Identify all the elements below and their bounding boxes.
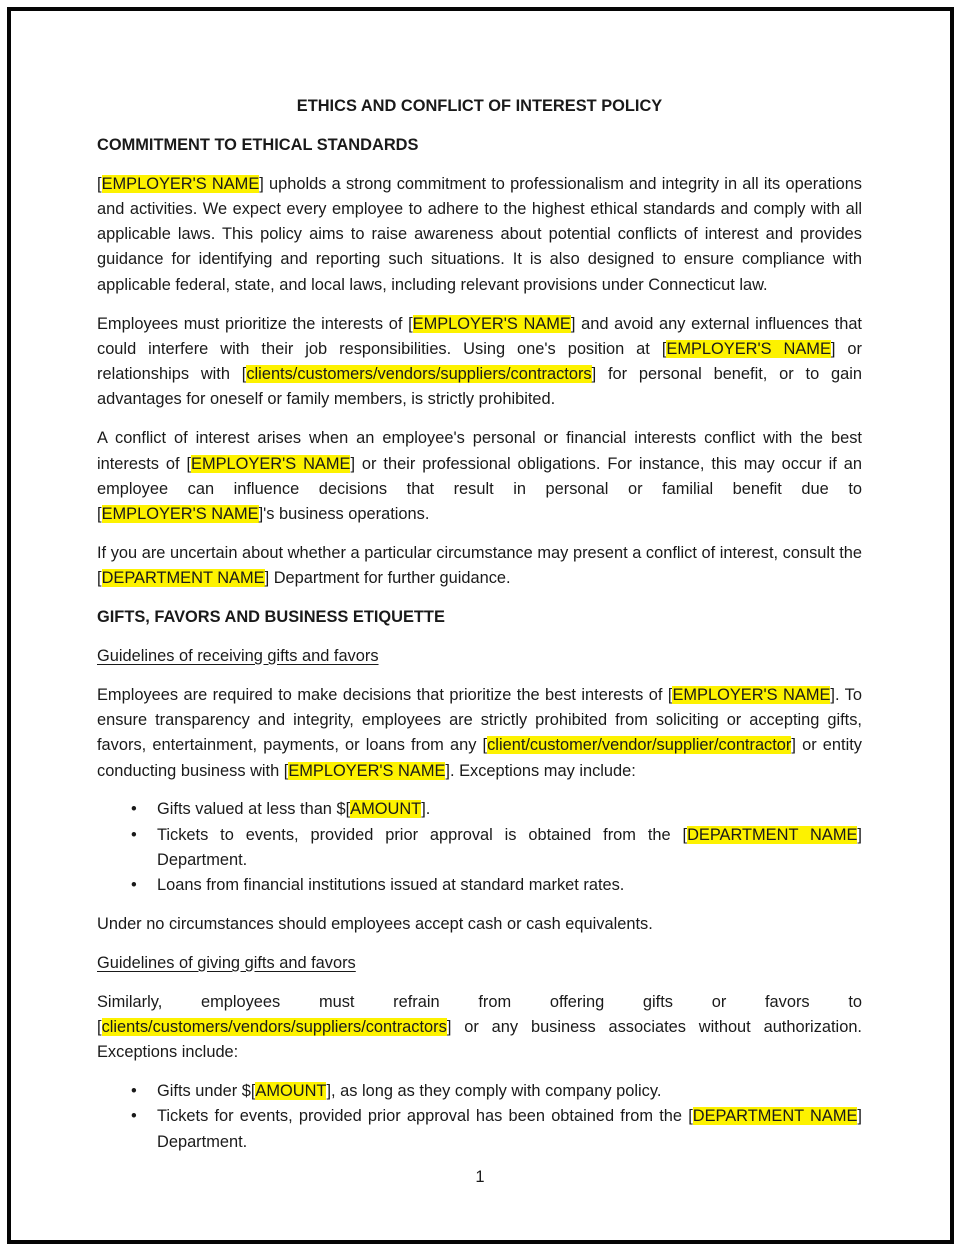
text-segment: Loans from financial institutions issued at standard market rates. xyxy=(157,876,625,895)
placeholder-highlight: DEPARTMENT NAME xyxy=(101,569,265,588)
text-segment: ]. To ensure transparency and integrity, employees are strictly prohibited from soliciting or accepting gifts, favors, entertainment, payments, or loans from any [ xyxy=(97,685,862,755)
document-body xyxy=(97,0,862,1168)
para-prioritize-interests xyxy=(97,312,862,413)
placeholder-highlight: EMPLOYER'S NAME xyxy=(288,761,446,780)
bullet-item xyxy=(97,873,862,898)
text-segment: ] or any business associates without authorization. Exceptions include: xyxy=(97,1017,862,1062)
text-segment: Tickets to events, provided prior approval is obtained from the [ xyxy=(157,825,688,844)
placeholder-highlight: DEPARTMENT NAME xyxy=(692,1107,858,1126)
list-receiving-exceptions xyxy=(97,797,862,898)
placeholder-highlight: EMPLOYER'S NAME xyxy=(412,314,571,333)
section-heading-ethical-standards: COMMITMENT TO ETHICAL STANDARDS xyxy=(97,135,419,154)
text-segment: Employees are required to make decisions that prioritize the best interests of [ xyxy=(97,685,673,704)
placeholder-highlight: clients/customers/vendors/suppliers/contractors xyxy=(246,365,592,384)
bullet-item xyxy=(97,823,862,874)
para-uncertainty-guidance xyxy=(97,541,862,592)
page-number: 1 xyxy=(475,1168,485,1186)
text-segment: ] Department. xyxy=(157,1107,862,1151)
text-segment: Under no circumstances should employees accept cash or cash equivalents. xyxy=(97,915,653,934)
placeholder-highlight: AMOUNT xyxy=(350,800,422,819)
placeholder-highlight: EMPLOYER'S NAME xyxy=(666,339,831,358)
placeholder-highlight: DEPARTMENT NAME xyxy=(687,825,858,844)
placeholder-highlight: clients/customers/vendors/suppliers/contractors xyxy=(101,1017,447,1036)
text-segment: ] or relationships with [ xyxy=(97,339,862,384)
subheading-giving-gifts: Guidelines of giving gifts and favors xyxy=(97,953,356,972)
text-segment: ], as long as they comply with company policy. xyxy=(326,1082,662,1100)
text-segment: Employees must prioritize the interests of [ xyxy=(97,314,413,333)
para-conflict-definition xyxy=(97,426,862,527)
subheading-receiving-gifts: Guidelines of receiving gifts and favors xyxy=(97,646,379,665)
text-segment: Similarly, employees must refrain from offering gifts or favors to [ xyxy=(97,992,862,1036)
placeholder-highlight: EMPLOYER'S NAME xyxy=(672,685,831,704)
text-segment: ] or entity conducting business with [ xyxy=(97,736,862,780)
document-title: ETHICS AND CONFLICT OF INTEREST POLICY xyxy=(296,97,663,115)
text-segment: ]. xyxy=(421,800,431,819)
placeholder-highlight: client/customer/vendor/supplier/contractor xyxy=(487,736,792,755)
placeholder-highlight: EMPLOYER'S NAME xyxy=(101,505,259,524)
text-segment: ]. Exceptions may include: xyxy=(445,761,636,780)
para-commitment-intro xyxy=(97,172,862,298)
bullet-item xyxy=(97,1104,862,1155)
text-segment: Tickets for events, provided prior approval has been obtained from the [ xyxy=(157,1107,693,1126)
text-segment: ] for personal benefit, or to gain advantages for oneself or family members, is strictly prohibited. xyxy=(97,365,862,409)
text-segment: If you are uncertain about whether a particular circumstance may present a conflict of interest, consult the [ xyxy=(97,543,862,588)
text-segment: Gifts under $[ xyxy=(157,1082,256,1100)
para-giving-gifts xyxy=(97,990,862,1066)
list-giving-exceptions xyxy=(97,1079,862,1155)
section-heading-gifts-favors: GIFTS, FAVORS AND BUSINESS ETIQUETTE xyxy=(97,608,445,627)
para-receiving-gifts xyxy=(97,683,862,784)
bullet-item xyxy=(97,797,862,822)
text-segment: ] and avoid any external influences that could interfere with their job responsibilities. Using one's position at [ xyxy=(97,314,862,358)
text-segment: ]'s business operations. xyxy=(258,505,430,524)
para-no-cash xyxy=(97,912,862,937)
text-segment: Gifts valued at less than $[ xyxy=(157,800,351,819)
text-segment: ] Department for further guidance. xyxy=(264,569,511,588)
text-segment: ] Department. xyxy=(157,825,862,869)
text-segment: ] or their professional obligations. For instance, this may occur if an employee can influence decisions that result in personal or familial benefit due to [ xyxy=(97,454,863,524)
placeholder-highlight: EMPLOYER'S NAME xyxy=(101,174,260,193)
text-segment: A conflict of interest arises when an employee's personal or financial interests conflict with the best interests of [ xyxy=(97,429,862,473)
text-segment: [ xyxy=(97,174,102,193)
placeholder-highlight: AMOUNT xyxy=(255,1082,327,1100)
text-segment: ] upholds a strong commitment to professionalism and integrity in all its operations and activities. We expect every employee to adhere to the highest ethical standards and comply with all applicable laws. This policy aims to raise awareness about potential conflicts of interest and provides guidance for identifying and reporting such situations. It is also designed to ensure compliance with applicable federal, state, and local laws, including relevant provisions under Connecticut law. xyxy=(97,174,863,294)
bullet-item xyxy=(97,1079,862,1104)
placeholder-highlight: EMPLOYER'S NAME xyxy=(191,454,351,473)
